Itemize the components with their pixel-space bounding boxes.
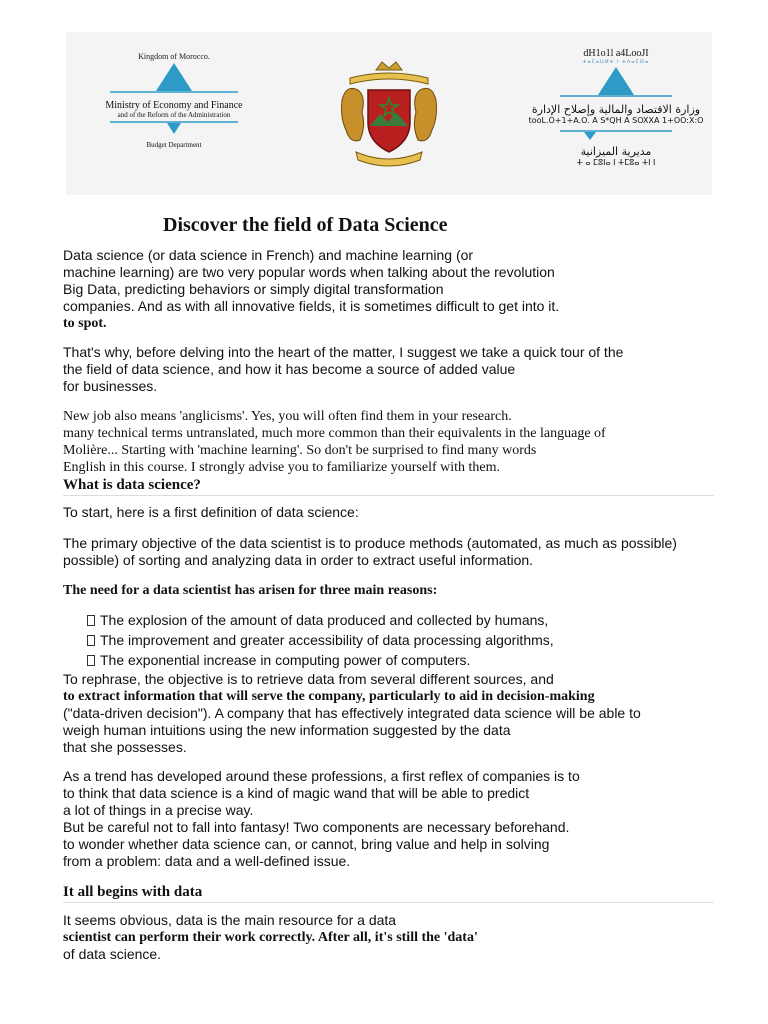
reasons-list — [87, 610, 554, 670]
checkbox-glyph-icon — [87, 615, 95, 626]
triangle-logo-icon — [556, 65, 676, 99]
logo-code-text: dH1o1l a4LooJI — [583, 48, 649, 59]
ministry-logo-left — [96, 42, 252, 152]
text-line-bold: to spot. — [63, 316, 107, 331]
text-line: That's why, before delving into the heart of the matter, I suggest we take a quick tour of the — [63, 344, 624, 360]
paragraph-anglicisms — [63, 408, 723, 476]
list-item — [87, 630, 554, 650]
text-line: But be careful not to fall into fantasy! Two components are necessary beforehand. — [63, 819, 570, 835]
triangle-down-icon — [104, 120, 244, 136]
paragraph-definition-intro — [63, 504, 723, 521]
page-title: Discover the field of Data Science — [163, 214, 448, 236]
ministry-logo-right — [526, 48, 706, 168]
triangle-logo-icon — [104, 61, 244, 95]
list-item-text: The explosion of the amount of data produced and collected by humans, — [100, 612, 549, 628]
text-line: to wonder whether data science can, or cannot, bring value and help in solving — [63, 836, 550, 852]
paragraph-data — [63, 912, 723, 963]
text-line: from a problem: data and a well-defined issue. — [63, 853, 351, 869]
section-heading-what-is: What is data science? — [63, 476, 714, 496]
reasons-heading — [63, 582, 723, 599]
text-line: It seems obvious, data is the main resource for a data — [63, 912, 397, 928]
text-line-bold: scientist can perform their work correctly. After all, it's still the 'data' — [63, 930, 478, 945]
paragraph-rephrase — [63, 671, 723, 756]
ministry-text: Ministry of Economy and Finance — [105, 100, 243, 111]
text-line: for businesses. — [63, 378, 158, 394]
text-line: ("data-driven decision"). A company that has effectively integrated data science will be able to — [63, 705, 641, 721]
paragraph-trend — [63, 768, 723, 870]
list-item-text: The exponential increase in computing power of computers. — [100, 652, 471, 668]
text-line: New job also means 'anglicisms'. Yes, you will often find them in your research. — [63, 409, 512, 424]
text-line: The primary objective of the data scientist is to produce methods (automated, as much as possible) — [63, 535, 677, 551]
coat-of-arms-icon — [336, 60, 442, 168]
text-line-bold: The need for a data scientist has arisen for three main reasons: — [63, 583, 438, 598]
text-line: To start, here is a first definition of data science: — [63, 504, 359, 520]
text-line: of data science. — [63, 946, 162, 962]
text-line: English in this course. I strongly advise you to familiarize yourself with them. — [63, 460, 501, 475]
text-line: that she possesses. — [63, 739, 187, 755]
text-line: a lot of things in a precise way. — [63, 802, 254, 818]
text-line-bold: to extract information that will serve the company, particularly to aid in decision-making — [63, 689, 595, 704]
checkbox-glyph-icon — [87, 655, 95, 666]
section-heading-data: It all begins with data — [63, 883, 714, 903]
text-line: machine learning) are two very popular words when talking about the revolution — [63, 264, 555, 280]
text-line: to think that data science is a kind of magic wand that will be able to predict — [63, 785, 530, 801]
text-line: many technical terms untranslated, much more common than their equivalents in the language of — [63, 426, 606, 441]
text-line: As a trend has developed around these professions, a first reflex of companies is to — [63, 768, 580, 784]
checkbox-glyph-icon — [87, 635, 95, 646]
list-item — [87, 610, 554, 630]
paragraph-overview — [63, 344, 723, 395]
arabic-ministry-text: وزارة الاقتصاد والمالية وإصلاح الإدارة — [531, 103, 701, 116]
text-line: Molière... Starting with 'machine learning'. So don't be surprised to find many words — [63, 443, 537, 458]
text-line: companies. And as with all innovative fields, it is sometimes difficult to get into it. — [63, 298, 560, 314]
text-line: weigh human intuitions using the new information suggested by the data — [63, 722, 511, 738]
reform-text: and of the Reform of the Administration — [117, 111, 231, 119]
arabic-budget-text: مديرية الميزانية — [580, 145, 652, 158]
triangle-down-icon — [556, 129, 676, 141]
text-line: To rephrase, the objective is to retrieve data from several different sources, and — [63, 671, 554, 687]
text-line: the field of data science, and how it has become a source of added value — [63, 361, 516, 377]
paragraph-definition — [63, 535, 723, 569]
tifinagh-top-text: ⵜⴰⵎⴰⵡⵍⵜ ⵏ ⵜⴷⴰⵎⵙⴰ — [582, 59, 650, 65]
intro-paragraph — [63, 247, 723, 332]
text-line: Big Data, predicting behaviors or simply digital transformation — [63, 281, 444, 297]
budget-department-text: Budget Department — [146, 141, 202, 149]
text-line: Data science (or data science in French) and machine learning (or — [63, 247, 474, 263]
list-item — [87, 650, 554, 670]
tifinagh-bottom-text: ⵜ ⴰ ⵎⵓⵏⴰ ⵏ ⵜⵎⵓⴰ ⵜⵏ ⵏ — [576, 158, 656, 167]
latin-code-line: tooL.O+1+A.O. A S*QH A SOXXA 1+OO:X:O — [528, 116, 704, 125]
kingdom-text: Kingdom of Morocco. — [138, 52, 210, 61]
list-item-text: The improvement and greater accessibility of data processing algorithms, — [100, 632, 554, 648]
text-line: possible) of sorting and analyzing data in order to extract useful information. — [63, 552, 534, 568]
